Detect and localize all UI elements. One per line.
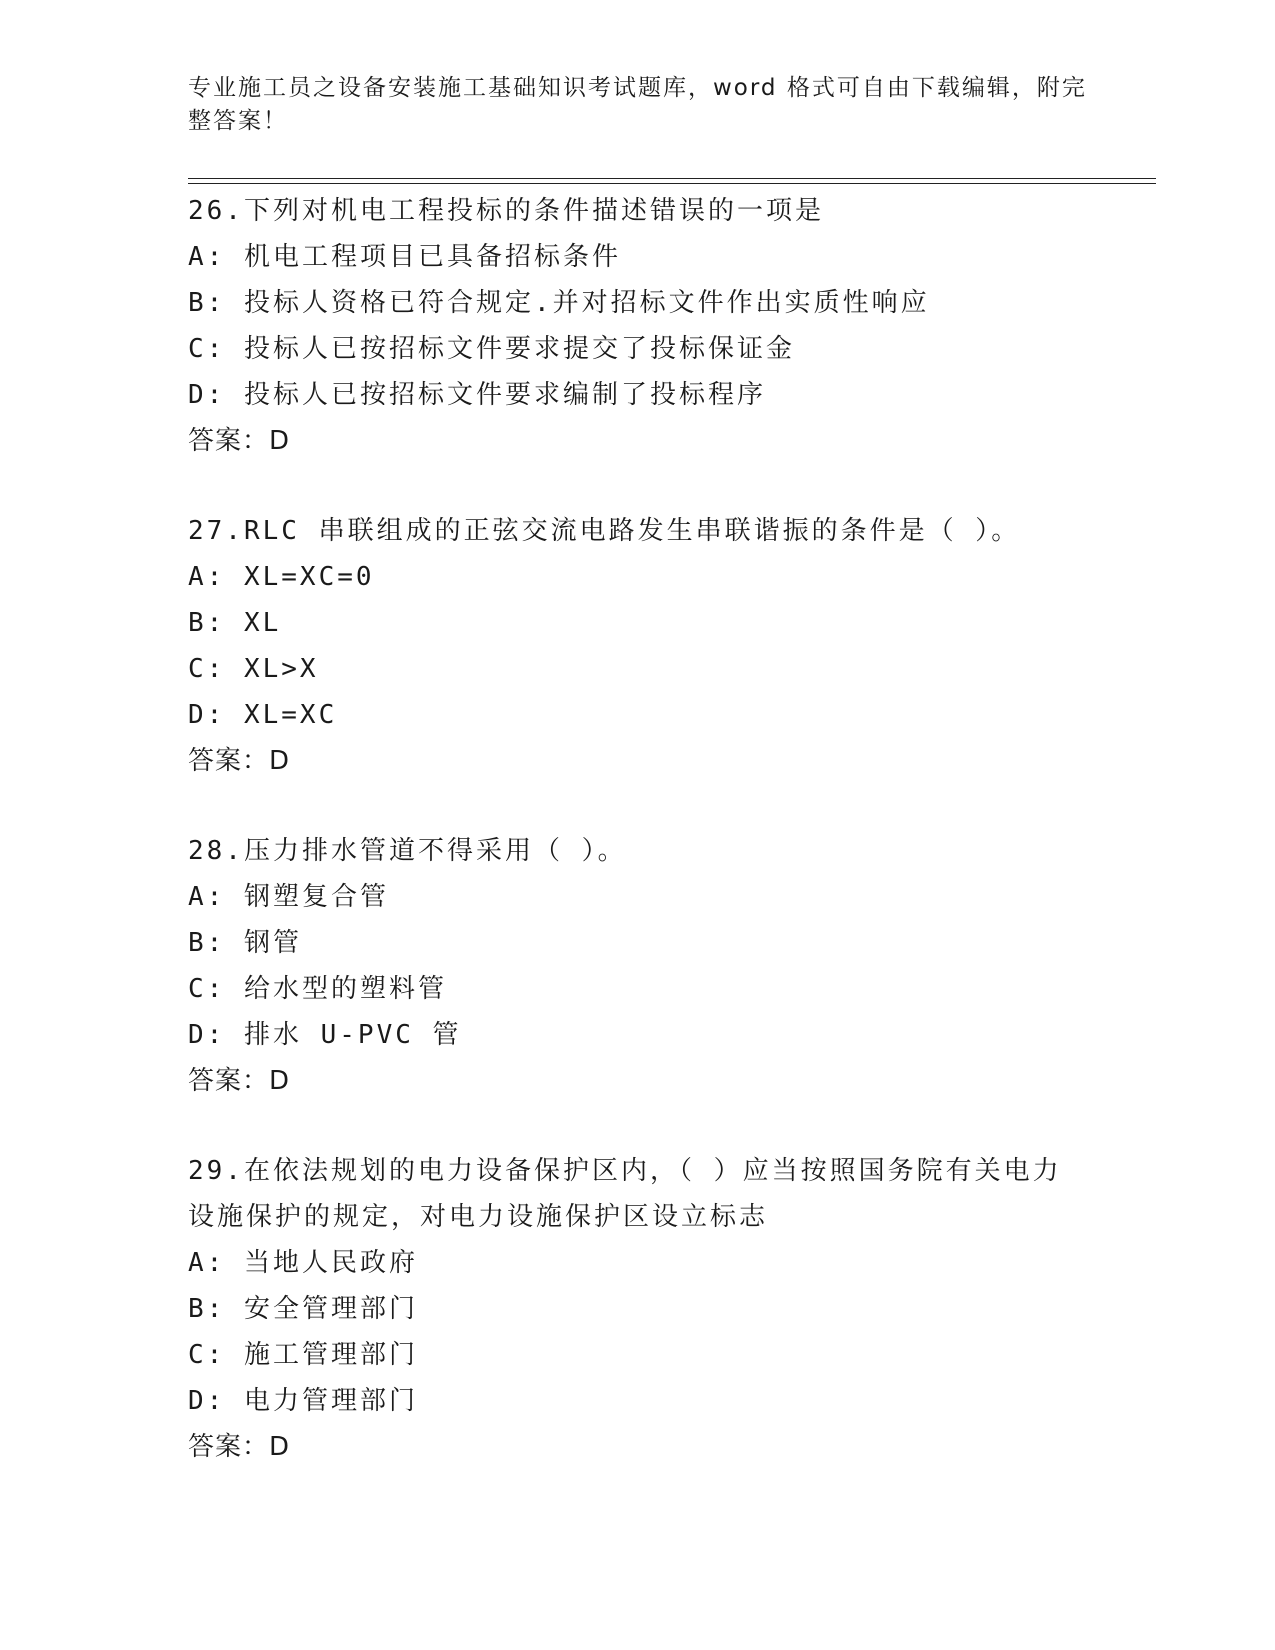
header-divider-bottom — [188, 183, 1156, 184]
question-29 — [188, 1148, 1088, 1470]
option-a: A: 机电工程项目已具备招标条件 — [188, 242, 621, 272]
answer-line: 答案：D — [188, 1066, 291, 1096]
header-line-1: 专业施工员之设备安装施工基础知识考试题库，word 格式可自由下载编辑，附完 — [188, 75, 1087, 101]
question-stem-line-2: 设施保护的规定，对电力设施保护区设立标志 — [188, 1202, 769, 1232]
question-stem: 28.压力排水管道不得采用（ ）。 — [188, 836, 627, 866]
header-line-2: 整答案！ — [188, 108, 288, 134]
header-divider-top — [188, 178, 1156, 179]
option-c: C: XL>X — [188, 654, 319, 684]
question-27 — [188, 508, 1088, 784]
option-b: B: 安全管理部门 — [188, 1294, 418, 1324]
document-header — [188, 72, 1088, 138]
option-b: B: 投标人资格已符合规定.并对招标文件作出实质性响应 — [188, 288, 930, 318]
option-a: A: XL=XC=0 — [188, 562, 375, 592]
option-c: C: 投标人已按招标文件要求提交了投标保证金 — [188, 334, 795, 364]
option-b: B: 钢管 — [188, 928, 302, 958]
option-d: D: XL=XC — [188, 700, 338, 730]
question-26 — [188, 188, 1088, 464]
question-stem: 26.下列对机电工程投标的条件描述错误的一项是 — [188, 196, 824, 226]
question-stem: 27.RLC 串联组成的正弦交流电路发生串联谐振的条件是（ ）。 — [188, 516, 1021, 546]
answer-line: 答案：D — [188, 426, 291, 456]
answer-line: 答案：D — [188, 1432, 291, 1462]
option-a: A: 当地人民政府 — [188, 1248, 418, 1278]
option-d: D: 投标人已按招标文件要求编制了投标程序 — [188, 380, 766, 410]
option-d: D: 排水 U-PVC 管 — [188, 1020, 462, 1050]
question-28 — [188, 828, 1088, 1104]
option-c: C: 施工管理部门 — [188, 1340, 418, 1370]
option-b: B: XL — [188, 608, 282, 638]
answer-line: 答案：D — [188, 746, 291, 776]
option-a: A: 钢塑复合管 — [188, 882, 389, 912]
option-c: C: 给水型的塑料管 — [188, 974, 447, 1004]
option-d: D: 电力管理部门 — [188, 1386, 418, 1416]
question-stem-line-1: 29.在依法规划的电力设备保护区内，（ ）应当按照国务院有关电力 — [188, 1156, 1062, 1186]
